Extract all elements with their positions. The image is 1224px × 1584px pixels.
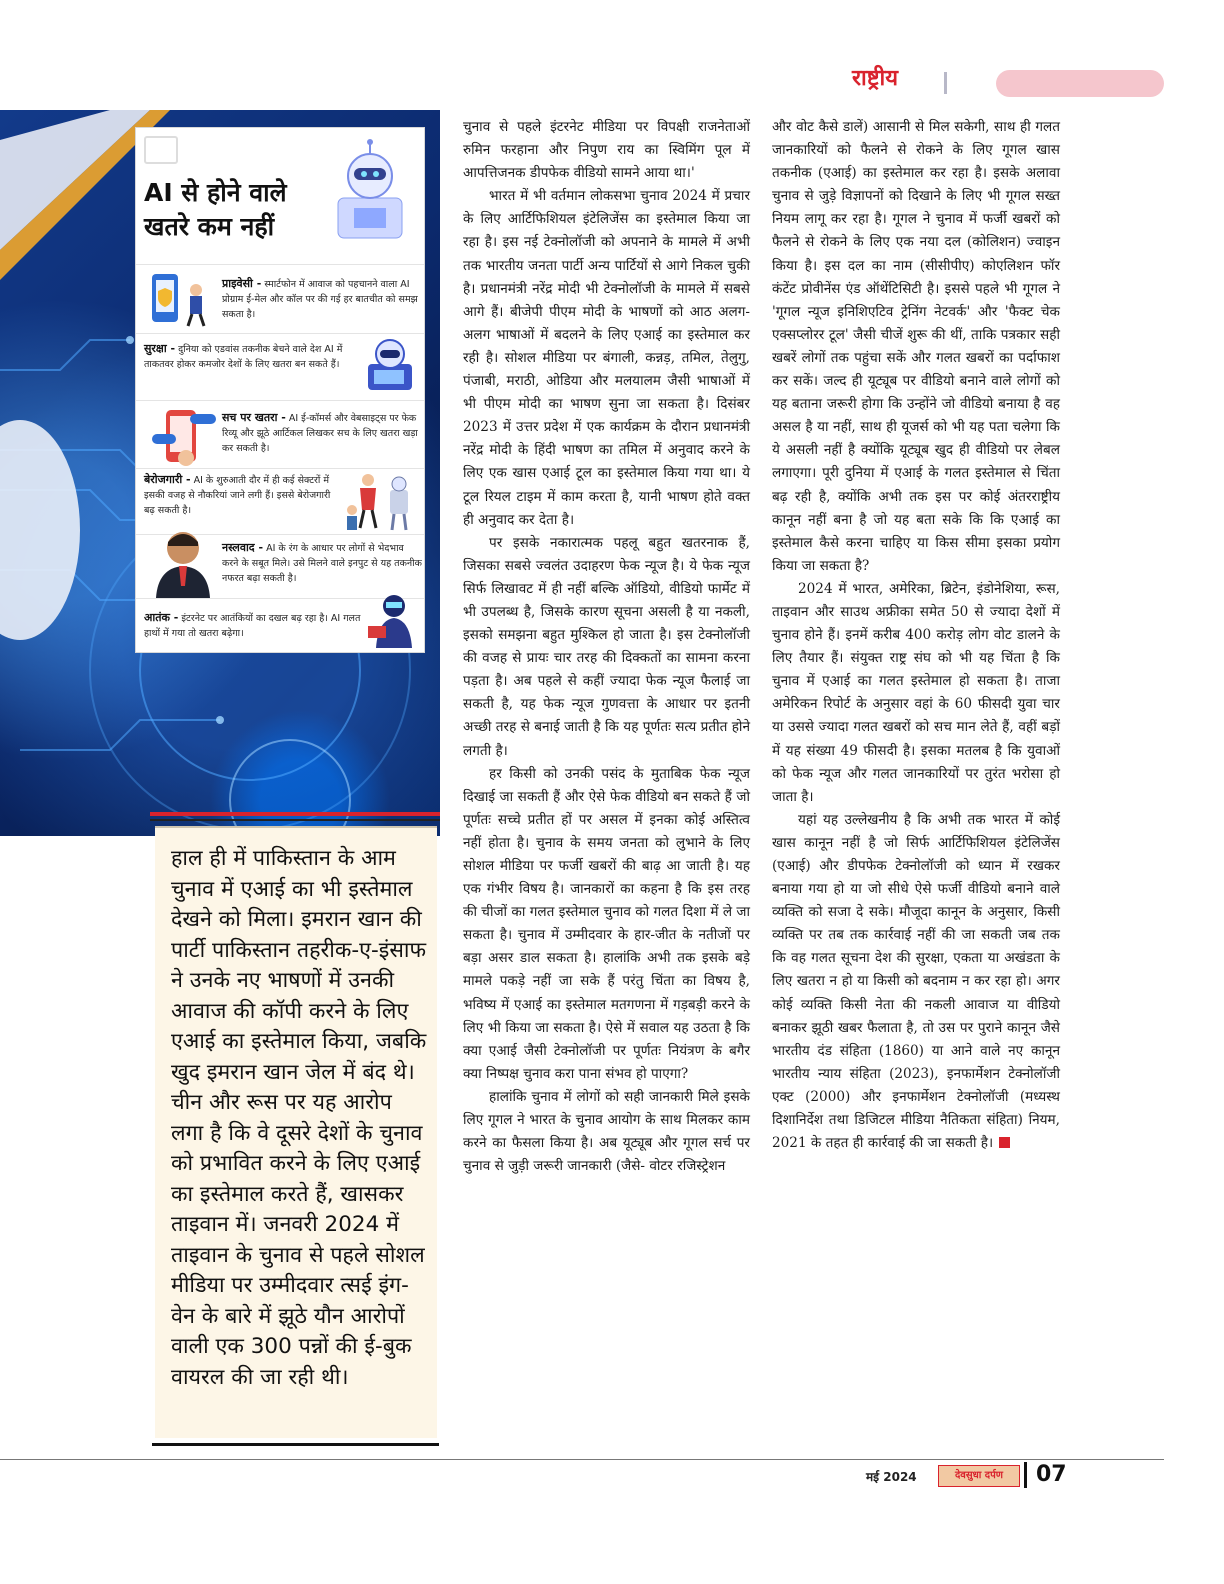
header-separator bbox=[944, 72, 947, 94]
privacy-phone-icon bbox=[146, 268, 214, 330]
section-label: राष्ट्रीय bbox=[852, 66, 899, 91]
info-item-racism: नस्लवाद - AI के रंग के आधार पर लोगों से भेदभाव करने के सबूत मिले। उसे मिलने वाले इनपुट से यह तकनीक नफरत बढ़ा सकती है। bbox=[222, 541, 422, 584]
magazine-logo: देवसुधा दर्पण bbox=[938, 1465, 1020, 1487]
black-divider bbox=[150, 819, 440, 821]
pull-quote-bottom-rule bbox=[152, 1443, 439, 1446]
pull-quote-text: हाल ही में पाकिस्तान के आम चुनाव में एआई का भी इस्तेमाल देखने को मिला। इमरान खान की पार्टी पाकिस्तान तहरीक-ए-इंसाफ ने उनके नए भाषणों में उनकी आवाज की कॉपी करने के लिए एआई का इस्तेमाल किया, जबकि खुद इमरान खान जेल में बंद थे। चीन और रूस पर यह आरोप लगा है कि वे दूसरे देशों के चुनाव को प्रभावित करने के लिए एआई का इस्तेमाल करते हैं, खासकर ताइवान में। जनवरी 2024 में ताइवान के चुनाव से पहले सोशल मीडिया पर उम्मीदवार त्सई इंग-वेन के बारे में झूठे यौन आरोपों वाली एक 300 पन्नों की ई-बुक वायरल की जा रही थी। bbox=[171, 846, 427, 1390]
footer-issue-month: मई 2024 bbox=[866, 1470, 917, 1484]
page-number: 07 bbox=[1036, 1462, 1067, 1487]
security-robot-icon bbox=[358, 334, 420, 396]
info-item-truth-threat: सच पर खतरा - AI ई-कॉमर्स और वेबसाइट्स पर फेक रिव्यू और झूठे आर्टिकल लिखकर सच के लिए खतरा खड़ा कर सकती है। bbox=[222, 411, 418, 454]
end-of-article-mark bbox=[999, 1137, 1010, 1148]
terror-hacker-icon bbox=[364, 590, 422, 650]
info-item-unemployment: बेरोजगारी - AI के शुरुआती दौर में ही कई सेक्टरों में इसकी वजह से नौकरियां जाने लगी हैं। इससे बेरोजगारी बढ़ सकती है। bbox=[144, 473, 331, 516]
infographic-title: AI से होने वाले खतरे कम नहीं bbox=[144, 178, 287, 241]
paragraph: हर किसी को उनकी पसंद के मुताबिक फेक न्यूज दिखाई जा सकती हैं और ऐसे फेक वीडियो बन सकते हैं जो पूर्णतः सच्चे प्रतीत हों पर असल में इनका कोई अस्तित्व नहीं होता है। चुनाव के समय जनता को लुभाने के लिए सोशल मीडिया पर फर्जी खबरों की बाढ़ आ जाती है। यह एक गंभीर विषय है। जानकारों का कहना है कि इस तरह की चीजों का गलत इस्तेमाल चुनाव को गलत दिशा में ले जा सकता है। चुनाव में उम्मीदवार के हार-जीत के नतीजों पर बड़ा असर डाल सकता है। हालांकि अभी तक इसके बड़े मामले पकड़े नहीं जा सके हैं परंतु चिंता का विषय है, भविष्य में एआई का इस्तेमाल मतगणना में गड़बड़ी करने के लिए भी किया जा सकता है। ऐसे में सवाल यह उठता है कि क्या एआई जैसी टेक्नोलॉजी पर पूर्णतः नियंत्रण के बगैर क्या निष्पक्ष चुनाव करा पाना संभव हो पाएगा? bbox=[463, 765, 750, 1082]
paragraph: 2024 में भारत, अमेरिका, ब्रिटेन, इंडोनेशिया, रूस, ताइवान और साउथ अफ्रीका समेत 50 से ज्यादा देशों में चुनाव होने हैं। इनमें करीब 400 करोड़ लोग वोट डालने के लिए तैयार हैं। संयुक्त राष्ट्र संघ को भी यह चिंता है कि चुनाव में एआई का गलत इस्तेमाल हो सकता है। ताजा अमेरिकन रिपोर्ट के अनुसार वहां के 60 फीसदी युवा चार या उससे ज्यादा गलत खबरों को सच मान लेते हैं, वहीं बड़ों में यह संख्या 49 फीसदी है। इसका मतलब है कि युवाओं को फेक न्यूज और गलत जानकारियों पर तुरंत भरोसा हो जाता है। bbox=[772, 580, 1060, 805]
hero-image bbox=[0, 110, 440, 836]
racism-person-icon bbox=[148, 526, 218, 598]
paragraph: और वोट कैसे डालें) आसानी से मिल सकेगी, साथ ही गलत जानकारियों को फैलने से रोकने के लिए गूगल खास तकनीक (एआई) का इस्तेमाल कर रहा है। इसके अलावा चुनाव से जुड़े विज्ञापनों को दिखाने के लिए भी गूगल सख्त नियम लागू कर रहा है। गूगल ने चुनाव में फर्जी खबरों को फैलने से रोकने के लिए एक नया दल (कोलिशन) ज्वाइन किया है। इस दल का नाम (सीसीपीए) कोएलिशन फॉर कंटेंट प्रोवीनेंस एंड ऑथेंटिसिटी है। इससे पहले भी गूगल ने 'गूगल न्यूज इनिशिएटिव ट्रेनिंग नेटवर्क' और 'फैक्ट चेक एक्सप्लोरर टूल' जैसी चीजें शुरू की थीं, ताकि पत्रकार सही खबरें लोगों तक पहुंचा सकें और गलत खबरों का पर्दाफाश कर सकें। जल्द ही यूट्यूब पर वीडियो बनाने वाले लोगों को यह बताना जरूरी होगा कि उन्होंने जो वीडियो बनाया है वह असल है या नहीं, साथ ही यूजर्स को भी यह पता चलेगा कि ये असली नहीं है क्योंकि यूट्यूब खुद ही वीडियो पर लेबल लगाएगा। पूरी दुनिया में एआई के गलत इस्तेमाल से चिंता बढ़ रही है, क्योंकि अभी तक इस पर कोई अंतरराष्ट्रीय कानून नहीं बना है जो यह बता सके कि कि एआई का इस्तेमाल कैसे करना चाहिए या किस सीमा इसका प्रयोग किया जा सकता है? bbox=[772, 119, 1060, 574]
infographic-card bbox=[135, 127, 425, 653]
article-column-2 bbox=[772, 116, 1060, 1155]
footer-rule bbox=[0, 1459, 1164, 1460]
paragraph: भारत में भी वर्तमान लोकसभा चुनाव 2024 में प्रचार के लिए आर्टिफिशियल इंटेलिजेंस का इस्तेमाल किया जा रहा है। इस नई टेक्नोलॉजी को अपनाने के मामले में अभी तक भारतीय जनता पार्टी अन्य पार्टियों से आगे निकल चुकी है। प्रधानमंत्री नरेंद्र मोदी भी टेक्नोलॉजी के मामले में सबसे आगे हैं। बीजेपी पीएम मोदी के भाषणों को आठ अलग-अलग भाषाओं में बदलने के लिए एआई का इस्तेमाल कर रही है। सोशल मीडिया पर बंगाली, कन्नड़, तमिल, तेलुगु, पंजाबी, मराठी, ओडिया और मलयालम जैसी भाषाओं में भी पीएम मोदी का भाषण सुना जा सकता है। दिसंबर 2023 में उत्तर प्रदेश में एक कार्यक्रम के दौरान प्रधानमंत्री नरेंद्र मोदी के हिंदी भाषण का तमिल में अनुवाद करने के लिए एक खास एआई टूल का इस्तेमाल किया गया था। ये टूल रियल टाइम में काम करता है, यानी भाषण होते वक्त ही अनुवाद कर देता है। bbox=[463, 188, 750, 528]
paragraph: चुनाव से पहले इंटरनेट मीडिया पर विपक्षी राजनेताओं रुमिन फरहाना और निपुण राय का स्विमिंग पूल में आपत्तिजनक डीपफेक वीडियो सामने आया था।' bbox=[463, 119, 750, 182]
info-item-privacy: प्राइवेसी - स्मार्टफोन में आवाज को पहचानने वाला AI प्रोग्राम ई-मेल और कॉल पर की गई हर बातचीत को समझ सकता है। bbox=[222, 277, 418, 320]
red-divider bbox=[150, 812, 440, 816]
header-decor-pill bbox=[996, 70, 1164, 97]
truth-threat-phone-icon bbox=[150, 404, 222, 468]
info-item-terror: आतंक - इंटरनेट पर आतंकियों का दखल बढ़ रहा है। AI गलत हाथों में गया तो खतरा बढ़ेगा। bbox=[144, 611, 361, 639]
article-column-1 bbox=[463, 116, 750, 1178]
paragraph: हालांकि चुनाव में लोगों को सही जानकारी मिले इसके लिए गूगल ने भारत के चुनाव आयोग के साथ मिलकर काम करने का फैसला किया है। अब यूट्यूब और गूगल सर्च पर चुनाव से जुड़ी जरूरी जानकारी (जैसे- वोटर रजिस्ट्रेशन bbox=[463, 1088, 750, 1175]
info-item-security: सुरक्षा - दुनिया को एडवांस तकनीक बेचने वाले देश AI में ताकतवर होकर कमजोर देशों के लिए खतरा बन सकते हैं। bbox=[144, 342, 343, 370]
frame-icon bbox=[144, 136, 178, 164]
paragraph: यहां यह उल्लेखनीय है कि अभी तक भारत में कोई खास कानून नहीं है जो सिर्फ आर्टिफिशियल इंटेलिजेंस (एआई) और डीपफेक टेक्नोलॉजी को ध्यान में रखकर बनाया गया हो या जो सीधे ऐसे फर्जी वीडियो बनाने वाले व्यक्ति को सजा दे सके। मौजूदा कानून के अनुसार, किसी व्यक्ति पर तब तक कार्रवाई नहीं की जा सकती जब तक कि वह गलत सूचना देश की सुरक्षा, एकता या अखंडता के लिए खतरा न हो या किसी को बदनाम न कर रहा हो। अगर कोई व्यक्ति किसी नेता की नकली आवाज या वीडियो बनाकर झूठी खबर फैलाता है, तो उस पर पुराने कानून जैसे भारतीय दंड संहिता (1860) या आने वाले नए कानून भारतीय न्याय संहिता (2023), इनफार्मेशन टेक्नोलॉजी एक्ट (2000) और इनफार्मेशन टेक्नोलॉजी (मध्यस्थ दिशानिर्देश तथा डिजिटल मीडिया नैतिकता संहिता) नियम, 2021 के तहत ही कार्रवाई की जा सकती है। bbox=[772, 811, 1060, 1152]
paragraph: पर इसके नकारात्मक पहलू बहुत खतरनाक हैं, जिसका सबसे ज्वलंत उदाहरण फेक न्यूज है। ये फेक न्यूज सिर्फ लिखावट में ही नहीं बल्कि ऑडियो, वीडियो फार्मेट में भी उपलब्ध है, जिसके कारण सूचना असली है या नकली, इसको समझना बहुत मुश्किल हो जाता है। इस टेक्नोलॉजी की वजह से प्रायः चार तरह की दिक्कतों का सामना करना पड़ता है। अब पहले से कहीं ज्यादा फेक न्यूज फैलाई जा सकती है, यह फेक न्यूज गुणवत्ता के आधार पर इतनी अच्छी तरह से बनाई जाती है कि यह पूर्णतः सत्य प्रतीत होने लगती है। bbox=[463, 534, 750, 759]
unemployment-robot-people-icon bbox=[344, 470, 422, 536]
footer-separator bbox=[1024, 1462, 1027, 1488]
robot-chip-icon bbox=[324, 136, 416, 246]
pull-quote-box bbox=[155, 826, 437, 1438]
